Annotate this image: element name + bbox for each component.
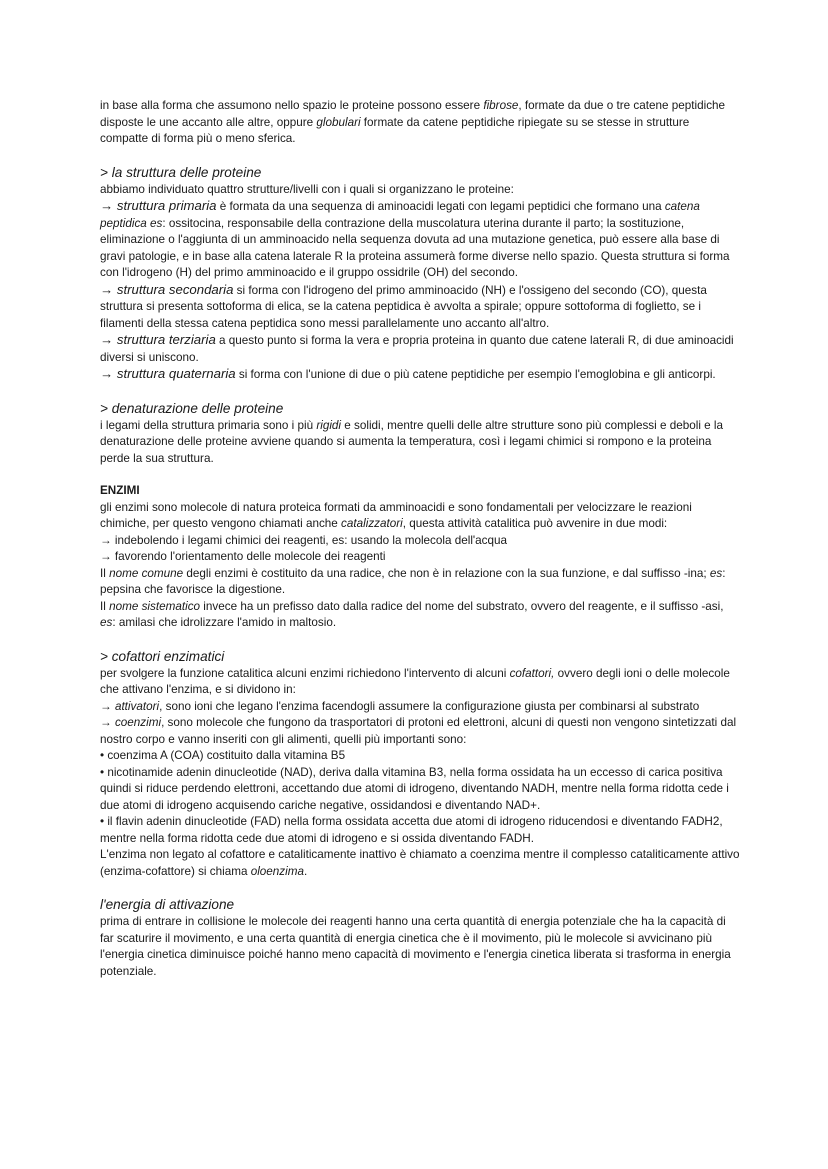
text: si forma con l'unione di due o più catene peptidiche per esempio l'emoglobina e gli anticorpi. bbox=[235, 368, 716, 381]
text: degli enzimi è costituito da una radice, che non è in relazione con la sua funzione, e dal suffisso -ina; bbox=[183, 566, 710, 580]
label-secondaria: → struttura secondaria bbox=[100, 281, 234, 297]
term-fibrose: fibrose bbox=[483, 99, 519, 112]
bullet-coenzima-a: • coenzima A (COA) costituito dalla vitamina B5 bbox=[100, 749, 346, 762]
heading-energia: l'energia di attivazione bbox=[100, 897, 235, 912]
enzimi-mode-2: → favorendo l'orientamento delle molecole dei reagenti bbox=[100, 550, 386, 563]
attivatori-item bbox=[100, 699, 740, 716]
text: gli enzimi sono molecole di natura proteica formati da amminoacidi e sono fondamentali per velocizzare le reazioni chimiche, per questo vengono chiamati anche bbox=[100, 500, 692, 530]
heading-denaturazione: > denaturazione delle proteine bbox=[100, 400, 284, 416]
cofattori-paragraph bbox=[100, 666, 740, 699]
heading-struttura: > la struttura delle proteine bbox=[100, 164, 262, 180]
text: : ossitocina, responsabile della contrazione della muscolatura uterina durante il parto; la sostituzione, eliminazione o l'aggiunta di un amminoacido nella sequenza dovuta ad una mutazione genetica, può essere alla base di gravi patologie, e in base alla catena laterale R la proteina assumerà forme diverse nello spazio. Questa struttura si forma con l'idrogeno (H) del primo amminoacido e il gruppo ossidrile (OH) del secondo. bbox=[100, 216, 730, 279]
term-oloenzima: oloenzima bbox=[250, 864, 304, 878]
text: Il bbox=[100, 566, 110, 580]
text: a questo punto si forma la vera e propria proteina in quanto due catene laterali R, di due aminoacidi diversi si uniscono. bbox=[100, 334, 734, 364]
enzimi-mode-1: → indebolendo i legami chimici dei reagenti, es: usando la molecola dell'acqua bbox=[100, 533, 507, 547]
text: , formate da due o tre catene peptidiche disposte le une accanto alle altre, oppure bbox=[100, 99, 726, 129]
bullet-fad: • il flavin adenin dinucleotide (FAD) nella forma ossidata accetta due atomi di idrogeno riducendosi e diventando FADH2, mentre nella forma ridotta cede due atomi di idrogeno e si ossida diventando FADH. bbox=[100, 815, 723, 845]
text: , sono molecole che fungono da trasportatori di protoni ed elettroni, alcuni di questi non vengono sintetizzati dal nostro corpo e vanno inseriti con gli alimenti, quelli più importanti sono: bbox=[100, 716, 737, 746]
term-catalizzatori: catalizzatori bbox=[341, 517, 403, 530]
bullet-nad: • nicotinamide adenin dinucleotide (NAD), deriva dalla vitamina B3, nella forma ossidata ha un eccesso di carica positiva quindi si riduce perdendo elettroni, accettando due atomi di idrogeno, diventando NADH, mentre nella forma ridotta cede i due atomi di idrogeno acquisendo cariche negative, ossidandosi e diventando NAD+. bbox=[100, 765, 729, 812]
term-rigidi: rigidi bbox=[316, 418, 342, 432]
text: formate da catene peptidiche ripiegate su se stesse in strutture compatte di forma più o meno sferica. bbox=[100, 115, 690, 145]
text: è formata da una sequenza di aminoacidi legati con legami peptidici che formano una bbox=[216, 200, 665, 213]
term-cofattori: cofattori, bbox=[509, 666, 555, 680]
enzimi-paragraph bbox=[100, 500, 740, 533]
term-coenzimi: coenzimi bbox=[114, 716, 162, 729]
text: : pepsina che favorisce la digestione. bbox=[100, 566, 726, 596]
struttura-secondaria bbox=[100, 282, 740, 333]
term-es: es bbox=[709, 566, 723, 580]
nome-comune-paragraph bbox=[100, 566, 740, 599]
text: in base alla forma che assumono nello spazio le proteine possono essere bbox=[100, 99, 484, 112]
text: L'enzima non legato al cofattore e cataliticamente inattivo è chiamato a coenzima mentre il complesso cataliticamente attivo (enzima-cofattore) si chiama bbox=[100, 848, 740, 878]
label-primaria: → struttura primaria bbox=[100, 198, 217, 213]
label-quaternaria: → struttura quaternaria bbox=[100, 366, 236, 381]
label-terziaria: → struttura terziaria bbox=[100, 332, 216, 347]
text: , questa attività catalitica può avvenire in due modi: bbox=[402, 517, 668, 530]
struttura-quaternaria bbox=[100, 366, 740, 384]
term-attivatori: attivatori bbox=[114, 699, 160, 713]
text: , sono ioni che legano l'enzima facendogli assumere la configurazione giusta per combinarsi al substrato bbox=[159, 699, 700, 713]
text: e solidi, mentre quelli delle altre strutture sono più complessi e deboli e la denaturazione delle proteine avviene quando si aumenta la temperatura, così i legami chimici si rompono e la proteina perde la sua struttura. bbox=[100, 418, 724, 465]
text: invece ha un prefisso dato dalla radice del nome del substrato, ovvero del reagente, e il suffisso -asi, bbox=[200, 599, 724, 613]
term-es: es bbox=[100, 616, 113, 629]
coenzimi-item bbox=[100, 715, 740, 748]
text: per svolgere la funzione catalitica alcuni enzimi richiedono l'intervento di alcuni bbox=[100, 666, 510, 680]
term-globulari: globulari bbox=[316, 115, 361, 129]
text: : amilasi che idrolizzare l'amido in maltosio. bbox=[112, 616, 337, 629]
energia-paragraph: prima di entrare in collisione le molecole dei reagenti hanno una certa quantità di energia potenziale che ha la capacità di far scaturire il movimento, e una certa quantità di energia cinetica che è il movimento, più le molecole si avvicinano più l'energia cinetica diminuisce poiché hanno meno capacità di movimento e l'energia cinetica liberata si trasforma in energia potenziale. bbox=[100, 915, 731, 978]
term-nome-sistematico: nome sistematico bbox=[109, 599, 201, 613]
struttura-intro: abbiamo individuato quattro strutture/livelli con i quali si organizzano le proteine: bbox=[100, 182, 514, 196]
term-catena-peptidica: catena peptidica es bbox=[100, 200, 700, 230]
arrow: → bbox=[100, 716, 115, 729]
heading-cofattori: > cofattori enzimatici bbox=[100, 648, 225, 664]
nome-sistematico-paragraph bbox=[100, 599, 740, 632]
text: si forma con l'idrogeno del primo amminoacido (NH) e l'ossigeno del secondo (CO), questa struttura si presenta sottoforma di elica, se la catena peptidica è avvolta a spirale; oppure sottoforma di foglietto, se i filamenti della stessa catena peptidica sono messi parallelamente uno accanto all'altro. bbox=[100, 283, 707, 330]
struttura-terziaria bbox=[100, 332, 740, 366]
denaturazione-paragraph bbox=[100, 418, 740, 468]
text: ovvero degli ioni o delle molecole che attivano l'enzima, e si dividono in: bbox=[100, 666, 730, 696]
intro-paragraph bbox=[100, 98, 740, 148]
page-content bbox=[100, 98, 740, 980]
text: Il bbox=[100, 599, 110, 613]
struttura-primaria bbox=[100, 198, 740, 282]
term-nome-comune: nome comune bbox=[109, 566, 184, 580]
arrow: → bbox=[100, 699, 115, 713]
oloenzima-paragraph bbox=[100, 847, 740, 880]
heading-enzimi: ENZIMI bbox=[100, 484, 140, 497]
text: . bbox=[303, 864, 308, 878]
text: i legami della struttura primaria sono i più bbox=[100, 418, 317, 432]
